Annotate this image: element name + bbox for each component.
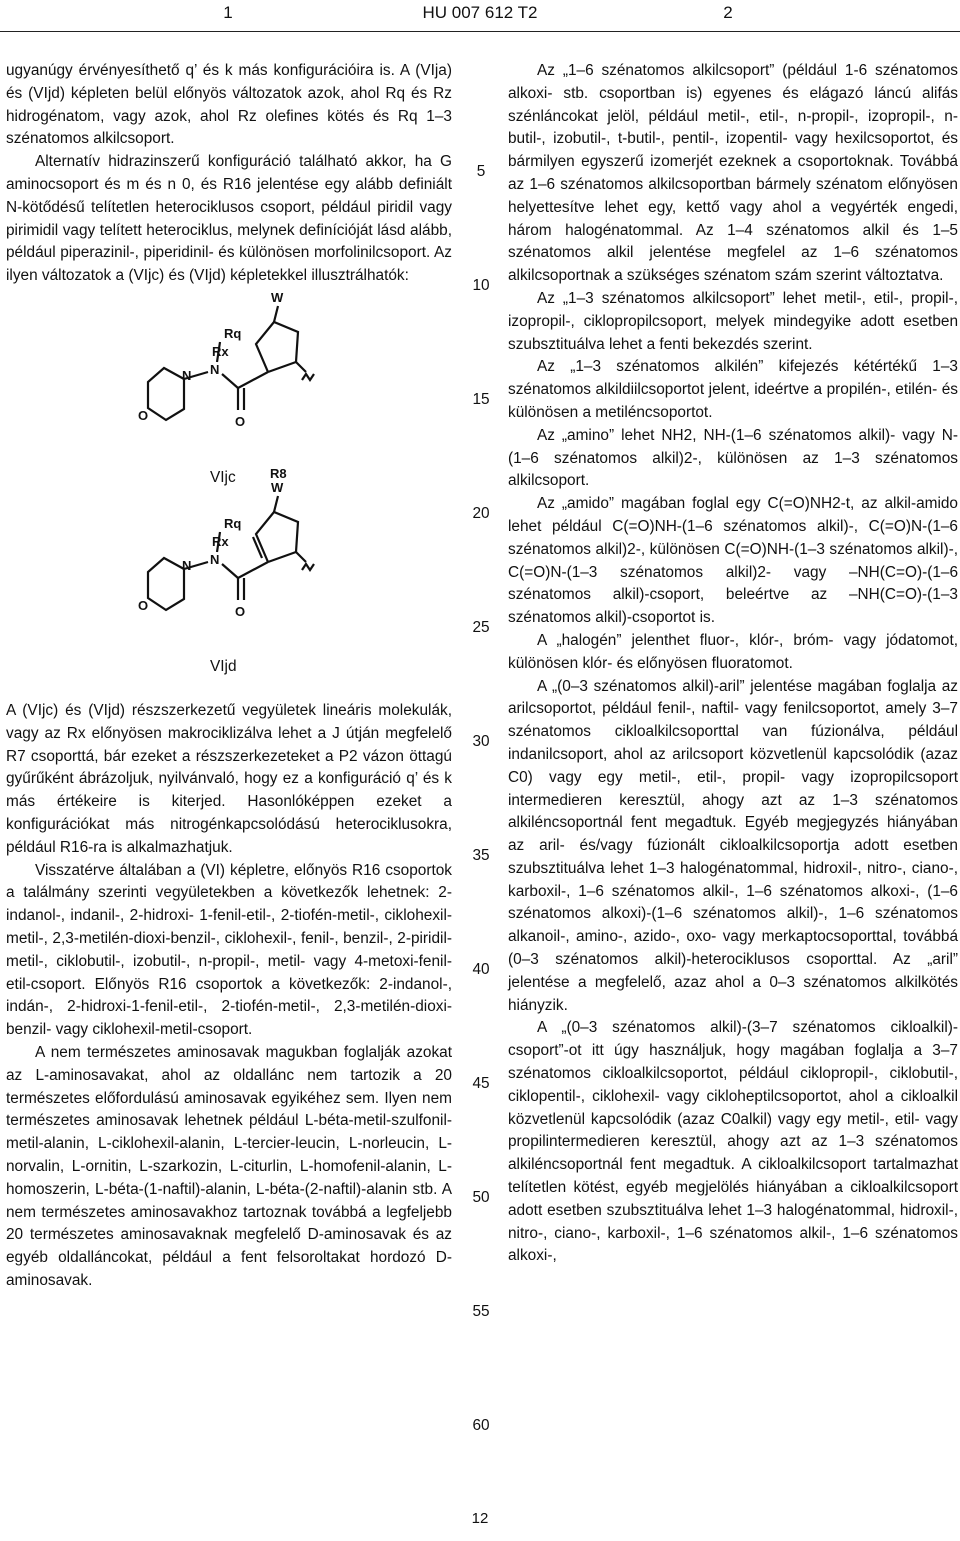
bond-ring-w-vijd [274,496,278,512]
atom-w-vijc: W [271,291,284,305]
right-column [508,60,958,1268]
header-patent-number: HU 007 612 T2 [422,3,538,22]
chemical-structures-figure [6,292,452,692]
right-paragraph-3: Az „1–3 szénatomos alkilén” kifejezés kétértékű 1–3 szénatomos alkildiilcsoportot jelent, ideértve a propilén-, etilén- és különösen a metiléncsoportot. [508,358,958,421]
right-paragraph-2: Az „1–3 szénatomos alkilcsoport” lehet metil-, etil-, propil-, izopropil-, ciklopropilcsoport, melyek mindegyike adott esetben szubsztituálva lehet a fenti bekezdés szerint. [508,289,958,353]
atom-o2-vijc: O [235,413,246,429]
right-paragraph-7: A „(0–3 szénatomos alkil)-aril” jelentése magában foglalja az arilcsoportot, például fenil-, naftil- vagy fenilcsoportot, amely 3–7 szénatomos cikloalkilcsoporttal van fúzionálva, például indanilcsoport, ahol az arilcsoport közvetlenül kapcsolódik (azaz C0) vagy egy metil-, etil-, propil- vagy izopropilcsoport intermedieren keresztül, ahogy azt az 1–3 szénatomos alkiléncsoportnál fent megadtuk. Egyéb megjegyzés hiányában az aril- és/vagy fúzionált cikloalkilcsoportja adott esetben szubsztituálva lehet 1–3 halogénatommal, hidroxil-, nitro-, ciano-, karboxil-, 1–6 szénatomos alkil-, 1–6 szénatomos alkoxi-, (1–6 szénatomos alkoxi)-(1–6 szénatomos alkil)-, 1–6 szénatomos alkanoil-, amino-, azido-, oxo- vagy merkaptocsoporttal, továbbá (0–3 szénatomos alkil)-heterociklusos csoporttal. Az „aril” jelentése a megfelelő, azaz ahol a 0–3 szénatomos alkilkötés hiányzik. [508,677,958,1014]
right-paragraph-5: Az „amido” magában foglal egy C(=O)NH2-t, az alkil-amido lehet például C(=O)NH-(1–6 szénatomos alkil)-, C(=O)N-(1–6 szénatomos alkil)2-, különösen C(=O)NH-(1–3 szénatomos alkil)-, C(=O)N-(1–3 szénatomos alkil)2- vagy –NH(C=O)-(1–6 szénatomos alkil)-csoport, beleértve az –NH(C=O)-(1–3 szénatomos alkil)-csoportot is. [508,495,958,627]
wavy-bond-vijd [302,564,314,570]
atom-rx-vijc: Rx [212,343,229,359]
bond-n-co-vijc [222,374,238,388]
structure-drawing [6,292,452,692]
line-number-30: 30 [472,733,490,750]
atom-rq-vijd: Rq [224,515,242,531]
line-number-5: 5 [476,163,486,180]
morpholine-ring-vijc [148,368,184,420]
right-paragraph-6: A „halogén” jelenthet fluor-, klór-, bróm- vagy jódatomot, különösen klór- és előnyösen fluoratomot. [508,631,958,672]
bond-co-ring-vijd [238,562,268,578]
atom-o1-vijc: O [138,407,149,423]
left-paragraph-4: Visszatérve általában a (VI) képletre, előnyös R16 csoportok a találmány szerinti vegyületekben a következők lehetnek: 2-indanol-, indanil-, 2-hidroxi- 1-fenil-etil-, 2-tiofén-metil-, ciklohexil-metil-, 2,3-metilén-dioxi-benzil-, ciklohexil-, fenil-, benzil-, 2-piridil-metil-, ciklobutil-, izobutil-, n-propil-, metil- vagy 4-metoxi-fenil-etil-csoport. Előnyös R16 csoportok a következők: 2-indanol-, indán-, 2-hidroxi-1-fenil-etil-, 2-tiofén-metil-, 2,3-metilén-dioxi-benzil- vagy ciklohexil-metil-csoport. [6,861,452,1039]
atom-n2-vijd: N [182,557,192,573]
figure-label-vijc: VIjc [210,468,236,486]
morpholine-ring-vijd [148,558,184,610]
atom-rq-vijc: Rq [224,325,242,341]
line-number-60: 60 [472,1417,490,1434]
atom-n1-vijc: N [210,361,220,377]
right-paragraph-4: Az „amino” lehet NH2, NH-(1–6 szénatomos alkil)- vagy N-(1–6 szénatomos alkil)2-, különösen az 1–3 szénatomos alkilcsoport. [508,426,958,490]
wavy-bond-vijc [302,374,314,380]
line-number-55: 55 [472,1303,490,1320]
atom-n1-vijd: N [210,551,220,567]
line-number-20: 20 [472,505,490,522]
atom-w-vijd: W [271,479,284,495]
bond-co-ring-vijc [238,372,268,388]
cyclopentane-ring-vijc [256,322,298,372]
atom-n2-vijc: N [182,367,192,383]
right-paragraph-8: A „(0–3 szénatomos alkil)-(3–7 szénatomos cikloalkil)-csoport”-ot itt úgy használjuk, hogy magában foglalja a 3–7 szénatomos cikloalkilcsoportot, például ciklopropil-, ciklobutil-, ciklopentil-, ciklohexil- vagy cikloheptilcsoportot, ahol a cikloalkil közvetlenül kapcsolódik (azaz C0alkil) vagy egy metil-, etil- vagy propilintermedieren keresztül, ahogy azt az 1–3 szénatomos alkiléncsoportnál fent megadtuk. A cikloalkilcsoport tartalmazhat telítetlen kötést, egyéb megjelölés hiányában a cikloalkilcsoport adott esetben szubsztituálva lehet 1–3 halogénatommal, hidroxil-, nitro-, ciano-, karboxil-, 1–6 szénatomos alkil-, 1–6 szénatomos alkoxi-, [508,1019,958,1265]
footer-page-number: 12 [471,1510,489,1527]
left-paragraph-2: Alternatív hidrazinszerű konfiguráció található akkor, ha G aminocsoport és m és n 0, és R16 jelentése egy alább definiált N-kötődésű telítetlen heterociklusos csoport, például piridil vagy pirimidil vagy telített heterociklus, melynek definícióját lásd alább, például piperazinil-, piperidinil- és különösen morfolinilcsoport. Az ilyen változatok a (VIjc) és (VIjd) képletekkel illusztrálhatók: [6,153,452,285]
structure-vijc [148,306,314,420]
header-right-page-number: 2 [723,3,733,22]
line-number-50: 50 [472,1189,490,1206]
atom-o2-vijd: O [235,603,246,619]
atom-r8-vijd: R8 [270,465,287,481]
bond-n-co-vijd [222,564,238,578]
line-number-35: 35 [472,847,490,864]
bond-ring-wavy-vijc [296,362,306,372]
atom-rx-vijd: Rx [212,533,229,549]
left-paragraph-5: A nem természetes aminosavak magukban foglalják azokat az L-aminosavakat, ahol az oldallánc nem tartozik a 20 természetes előfordulású aminosavak egyikéhez sem. Ilyen nem természetes aminosavak lehetnek például L-béta-metil-szulfonil-metil-alanin, L-ciklohexil-alanin, L-tercier-leucin, L-norleucin, L-norvalin, L-ornitin, L-szarkozin, L-citurlin, L-homofenil-alanin, L-homoszerin, L-béta-(1-naftil)-alanin, L-béta-(2-naftil)-alanin stb. A nem természetes aminosavakhoz tartoznak továbbá a legfeljebb 20 természetes aminosavaknak megfelelő D-aminosavak és az egyéb oldalláncokat, például a fent felsoroltakat hordozó D-aminosavak. [6,1043,452,1289]
left-paragraph-1: ugyanúgy érvényesíthető q’ és k más konfigurációira is. A (VIja) és (VIjd) képleten belül előnyös változatok azok, ahol Rq és Rz hidrogénatom, vagy azok, ahol Rz olefines kötés és Rq 1–3 szénatomos alkilcsoport. [6,62,452,148]
bond-ring-wavy-vijd [296,552,306,562]
line-number-45: 45 [472,1075,490,1092]
right-paragraph-1: Az „1–6 szénatomos alkilcsoport” (például 1-6 szénatomos alkoxi- stb. csoportban is) egyenes és elágazó láncú alifás szénláncokat jelöl, például metil-, etil-, n-propil-, izopropil-, n-butil-, izobutil-, t-butil-, pentil-, izopentil- vagy hexilcsoportot, és bármilyen egyszerű izomerjét ezeknek a csoportoknak. Továbbá az 1–6 szénatomos alkilcsoportban bármely szénatom előnyösen helyettesítve lehet egy, kettő vagy ahol a vegyérték engedi, három halogénatommal. Az 1–4 szénatomos alkil és 1–5 szénatomos alkil jelentése megfelel az 1–6 szénatomos alkilcsoportnak a szükséges szénatom szám szerint változtatva. [508,62,958,285]
line-number-40: 40 [472,961,490,978]
atom-o1-vijd: O [138,597,149,613]
header-left-page-number: 1 [223,3,233,22]
left-paragraph-3: A (VIjc) és (VIjd) részszerkezetű vegyületek lineáris molekulák, vagy az Rx előnyösen makrociklizálva lehet a J útján megfelelő R7 csoporttá, bár ezeket a részszerkezeteket a P2 vázon öttagú gyűrűként ábrázoljuk, nyilvánvaló, hogy ez a konfiguráció q’ és k más értékeire is kiterjed. Hasonlóképpen ezeket a konfigurációkat más nitrogénkapcsolódású heterociklusokra, például R16-ra is alkalmazhatjuk. [6,701,452,856]
header-rule [0,31,960,32]
figure-label-vijd: VIjd [210,657,237,675]
line-number-10: 10 [472,277,490,294]
line-number-25: 25 [472,619,490,636]
cyclopentene-ring-vijd [256,512,298,562]
left-column [6,60,452,1293]
line-number-15: 15 [472,391,490,408]
atom-labels-vijc [138,292,287,429]
bond-ring-w-vijc [274,306,278,322]
structure-vijd [148,496,314,610]
